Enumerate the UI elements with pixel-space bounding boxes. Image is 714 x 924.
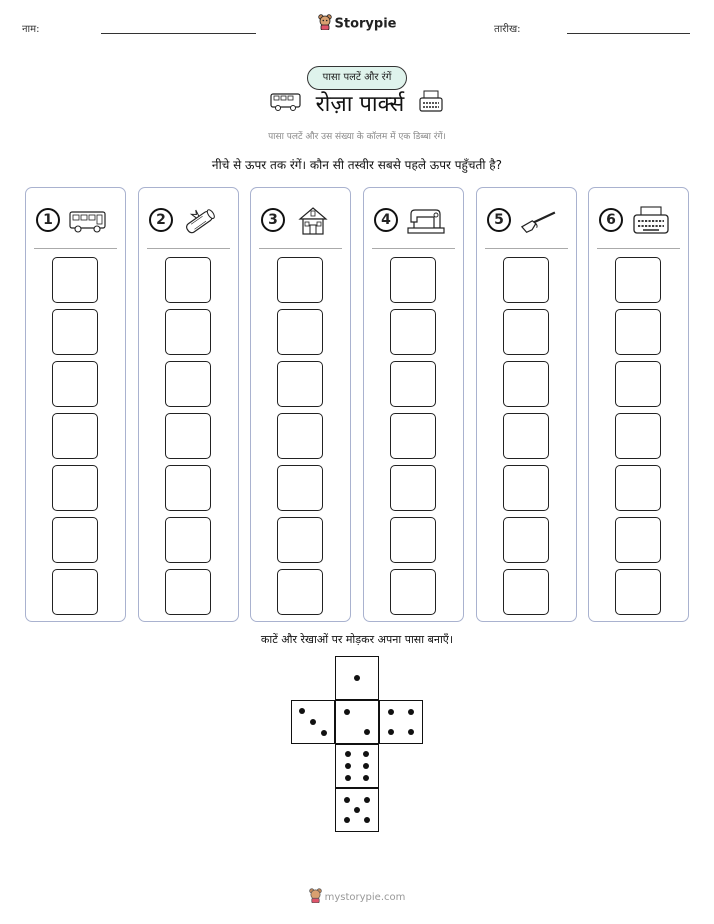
die-pip — [388, 729, 394, 735]
color-box[interactable] — [615, 309, 661, 355]
die-pip — [345, 751, 351, 757]
color-box[interactable] — [503, 413, 549, 459]
title-bus-icon — [270, 92, 302, 118]
title-text: रोज़ा पार्क्स — [315, 92, 405, 117]
name-label: नाम: — [22, 24, 40, 35]
die-pip — [299, 708, 305, 714]
cut-instruction: काटें और रेखाओं पर मोड़कर अपना पासा बनाएँ। — [260, 633, 454, 646]
brand-logo — [0, 14, 714, 34]
color-box[interactable] — [615, 517, 661, 563]
die-face-1 — [335, 656, 379, 700]
column-header — [149, 206, 234, 236]
die-pip — [408, 729, 414, 735]
color-box[interactable] — [277, 309, 323, 355]
page-subtitle: पासा पलटें और उस संख्या के कॉलम में एक डिब्बा रंगें। — [268, 132, 446, 142]
color-box[interactable] — [615, 257, 661, 303]
sewing-machine-icon — [406, 206, 446, 236]
title-typewriter-icon — [418, 90, 444, 120]
die-face-5 — [335, 788, 379, 832]
color-box[interactable] — [52, 257, 98, 303]
color-box[interactable] — [52, 569, 98, 615]
color-box[interactable] — [615, 413, 661, 459]
schoolhouse-icon — [293, 206, 333, 236]
die-pip — [364, 729, 370, 735]
typewriter-icon — [631, 206, 671, 236]
color-box[interactable] — [277, 361, 323, 407]
column-divider — [34, 248, 117, 249]
die-face-3 — [291, 700, 335, 744]
color-box[interactable] — [165, 569, 211, 615]
color-box[interactable] — [503, 569, 549, 615]
column-1 — [25, 187, 126, 622]
column-number: 2 — [149, 208, 173, 232]
instruction-text: नीचे से ऊपर तक रंगें। कौन सी तस्वीर सबसे पहले ऊपर पहुँचती है? — [211, 158, 503, 172]
color-box[interactable] — [503, 257, 549, 303]
die-face-6 — [335, 744, 379, 788]
die-pip — [354, 807, 360, 813]
die-pip — [388, 709, 394, 715]
column-2 — [138, 187, 239, 622]
column-5 — [476, 187, 577, 622]
color-box[interactable] — [52, 361, 98, 407]
die-pip — [345, 763, 351, 769]
color-box[interactable] — [503, 517, 549, 563]
bear-icon — [318, 14, 332, 34]
date-label: तारीख: — [494, 24, 521, 35]
die-pip — [363, 763, 369, 769]
color-box[interactable] — [52, 413, 98, 459]
die-pip — [310, 719, 316, 725]
column-divider — [259, 248, 342, 249]
color-box[interactable] — [165, 413, 211, 459]
die-pip — [363, 751, 369, 757]
column-divider — [597, 248, 680, 249]
color-box[interactable] — [503, 309, 549, 355]
column-4 — [363, 187, 464, 622]
date-line[interactable] — [567, 33, 690, 34]
column-divider — [485, 248, 568, 249]
die-pip — [345, 775, 351, 781]
color-box[interactable] — [277, 569, 323, 615]
column-header — [261, 206, 346, 236]
footer — [0, 888, 714, 906]
color-box[interactable] — [390, 413, 436, 459]
rifle-icon — [519, 206, 559, 236]
die-pip — [344, 817, 350, 823]
color-box[interactable] — [390, 257, 436, 303]
bus-icon — [68, 206, 108, 236]
brand-name: Storypie — [334, 16, 397, 32]
activity-badge: पासा पलटें और रंगें — [307, 66, 407, 90]
color-box[interactable] — [52, 517, 98, 563]
color-box[interactable] — [277, 517, 323, 563]
color-box[interactable] — [165, 309, 211, 355]
color-box[interactable] — [390, 517, 436, 563]
color-box[interactable] — [615, 569, 661, 615]
column-header — [599, 206, 684, 236]
color-box[interactable] — [52, 465, 98, 511]
die-pip — [364, 817, 370, 823]
color-box[interactable] — [165, 517, 211, 563]
column-number: 4 — [374, 208, 398, 232]
column-number: 3 — [261, 208, 285, 232]
die-pip — [364, 797, 370, 803]
diploma-icon — [181, 206, 221, 236]
color-box[interactable] — [503, 361, 549, 407]
die-pip — [344, 797, 350, 803]
color-box[interactable] — [503, 465, 549, 511]
footer-bear-icon — [309, 888, 322, 906]
column-6 — [588, 187, 689, 622]
color-box[interactable] — [615, 465, 661, 511]
color-box[interactable] — [390, 309, 436, 355]
column-header — [36, 206, 121, 236]
die-face-2 — [335, 700, 379, 744]
color-box[interactable] — [390, 361, 436, 407]
column-divider — [147, 248, 230, 249]
die-pip — [354, 675, 360, 681]
page-title — [0, 88, 714, 120]
column-header — [487, 206, 572, 236]
column-divider — [372, 248, 455, 249]
die-pip — [363, 775, 369, 781]
die-pip — [344, 709, 350, 715]
color-box[interactable] — [390, 569, 436, 615]
column-3 — [250, 187, 351, 622]
column-number: 6 — [599, 208, 623, 232]
footer-url[interactable]: mystorypie.com — [324, 892, 406, 903]
color-box[interactable] — [390, 465, 436, 511]
color-box[interactable] — [277, 257, 323, 303]
die-pip — [408, 709, 414, 715]
color-box[interactable] — [165, 257, 211, 303]
color-box[interactable] — [277, 413, 323, 459]
color-box[interactable] — [277, 465, 323, 511]
die-pip — [321, 730, 327, 736]
color-box[interactable] — [52, 309, 98, 355]
column-number: 5 — [487, 208, 511, 232]
column-header — [374, 206, 459, 236]
color-box[interactable] — [165, 465, 211, 511]
die-face-4 — [379, 700, 423, 744]
color-box[interactable] — [615, 361, 661, 407]
column-number: 1 — [36, 208, 60, 232]
color-box[interactable] — [165, 361, 211, 407]
